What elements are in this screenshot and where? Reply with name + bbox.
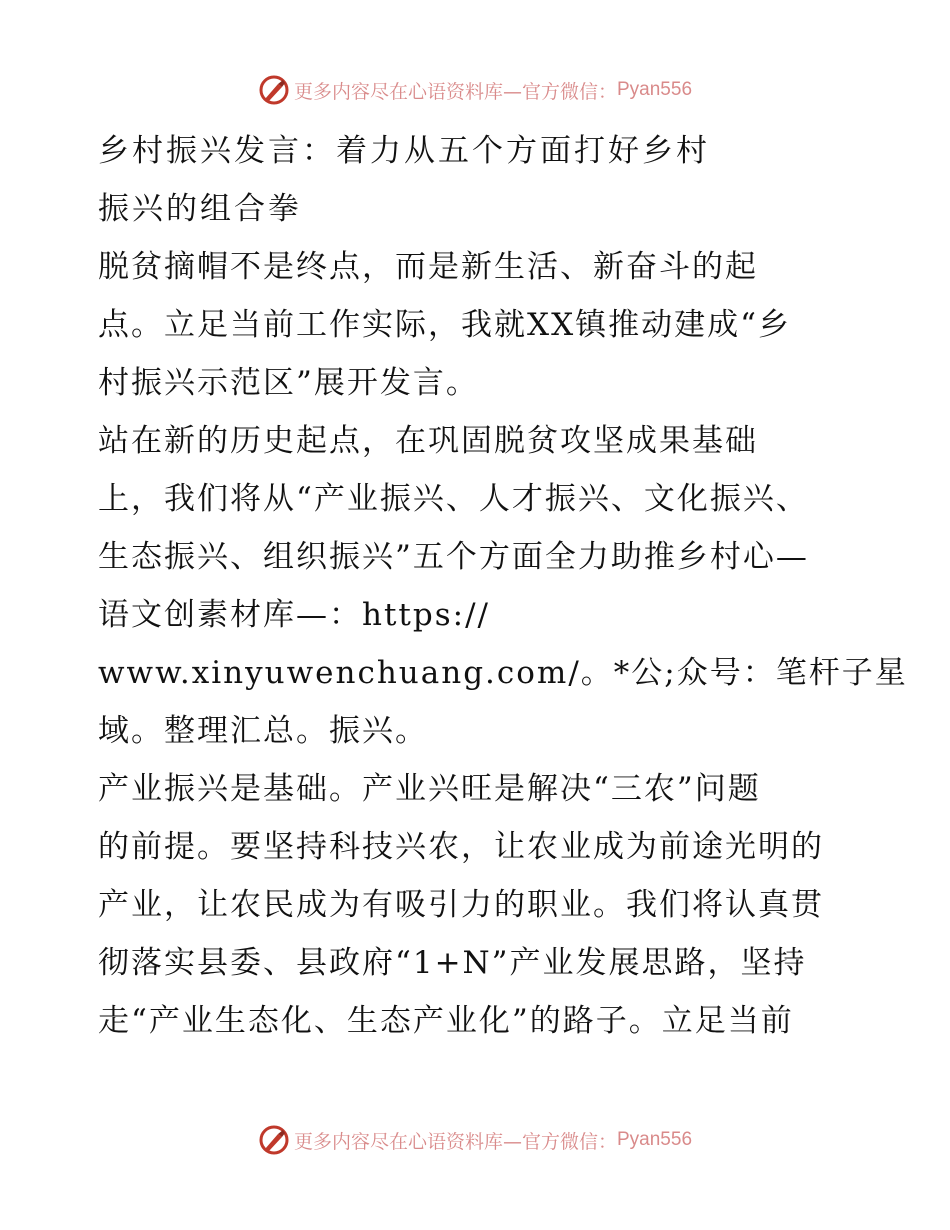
text-line: 村振兴示范区”展开发言。: [98, 365, 479, 401]
text-line: 产业，让农民成为有吸引力的职业。我们将认真贯: [98, 887, 824, 923]
text-line: 脱贫摘帽不是终点，而是新生活、新奋斗的起: [98, 249, 758, 285]
header-banner: [0, 70, 950, 110]
text-line: 走“产业生态化、生态产业化”的路子。立足当前: [98, 1003, 794, 1039]
footer-banner: [0, 1120, 950, 1160]
text-line: 上，我们将从“产业振兴、人才振兴、文化振兴、: [98, 481, 809, 517]
text-line: 域。整理汇总。振兴。: [98, 713, 428, 749]
text-line: www.xinyuwenchuang.com/。*公;众号：笔杆子星: [98, 655, 908, 691]
text-line: 产业振兴是基础。产业兴旺是解决“三农”问题: [98, 771, 761, 807]
paragraph-3: [98, 760, 858, 1050]
document-body: [98, 122, 908, 1050]
header-banner-text: 更多内容尽在心语资料库—官方微信：: [293, 80, 617, 103]
text-line: 彻落实县委、县政府“1+N”产业发展思路，坚持: [98, 945, 807, 981]
paragraph-2: [98, 412, 908, 760]
text-line: 生态振兴、组织振兴”五个方面全力助推乡村心—: [98, 539, 809, 575]
title-line: 乡村振兴发言：着力从五个方面打好乡村: [98, 133, 710, 169]
text-line: 点。立足当前工作实际，我就XX镇推动建成“乡: [98, 307, 791, 343]
header-banner-id: Pyan556: [617, 79, 693, 100]
pen-logo-icon: [258, 1124, 290, 1156]
footer-banner-id: Pyan556: [617, 1129, 693, 1150]
footer-banner-text: 更多内容尽在心语资料库—官方微信：: [293, 1130, 617, 1153]
document-title: [98, 122, 858, 238]
pen-logo-icon: [258, 74, 290, 106]
text-line: 站在新的历史起点，在巩固脱贫攻坚成果基础: [98, 423, 758, 459]
text-line: 的前提。要坚持科技兴农，让农业成为前途光明的: [98, 829, 824, 865]
text-line: 语文创素材库—：https://: [98, 597, 490, 633]
paragraph-1: [98, 238, 858, 412]
title-line: 振兴的组合拳: [98, 191, 302, 227]
